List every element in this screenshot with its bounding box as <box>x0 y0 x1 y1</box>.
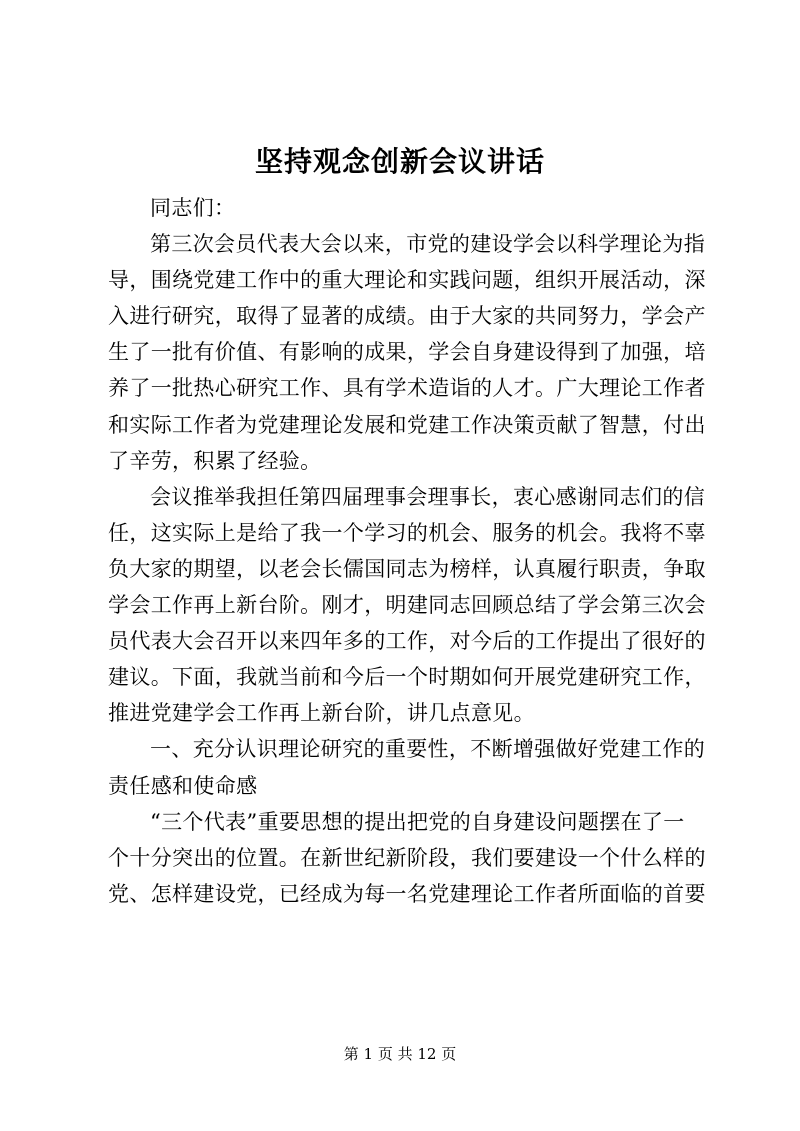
paragraph-3 <box>108 804 712 912</box>
text-line: 导，围绕党建工作中的重大理论和实践问题，组织开展活动，深 <box>108 268 706 293</box>
paragraph-salutation <box>108 190 712 226</box>
text-line: 和实际工作者为党建理论发展和党建工作决策贡献了智慧，付出 <box>108 412 706 437</box>
text-line: 入进行研究，取得了显著的成绩。由于大家的共同努力，学会产 <box>108 304 706 329</box>
page-footer: 第 1 页 共 12 页 <box>343 1045 457 1063</box>
text-line: 第三次会员代表大会以来，市党的建设学会以科学理论为指 <box>150 232 706 257</box>
text-line: 会议推举我担任第四届理事会理事长，衷心感谢同志们的信 <box>150 484 706 509</box>
text-line: 党、怎样建设党，已经成为每一名党建理论工作者所面临的首要 <box>108 881 706 906</box>
text-line: 生了一批有价值、有影响的成果，学会自身建设得到了加强，培 <box>108 340 706 365</box>
text-line: 养了一批热心研究工作、具有学术造诣的人才。广大理论工作者 <box>108 376 706 401</box>
text-line: 建议。下面，我就当前和今后一个时期如何开展党建研究工作， <box>108 665 706 690</box>
text-line: 同志们： <box>150 196 236 220</box>
text-line: 责任感和使命感 <box>108 773 258 798</box>
paragraph-1 <box>108 226 712 479</box>
text-line: 一、充分认识理论研究的重要性，不断增强做好党建工作的 <box>150 737 706 762</box>
text-line: 任，这实际上是给了我一个学习的机会、服务的机会。我将不辜 <box>108 520 706 545</box>
section-heading-1 <box>108 731 712 803</box>
document-title: 坚持观念创新会议讲话 <box>254 145 545 178</box>
text-line: “三个代表”重要思想的提出把党的自身建设问题摆在了一 <box>150 809 685 834</box>
document-body <box>108 190 712 912</box>
text-line: 个十分突出的位置。在新世纪新阶段，我们要建设一个什么样的 <box>108 845 706 870</box>
text-line: 员代表大会召开以来四年多的工作，对今后的工作提出了很好的 <box>108 629 706 654</box>
paragraph-2 <box>108 479 712 732</box>
text-line: 推进党建学会工作再上新台阶，讲几点意见。 <box>108 701 535 726</box>
text-line: 学会工作再上新台阶。刚才，明建同志回顾总结了学会第三次会 <box>108 593 706 618</box>
text-line: 了辛劳，积累了经验。 <box>108 448 322 473</box>
text-line: 负大家的期望，以老会长儒国同志为榜样，认真履行职责，争取 <box>108 556 706 581</box>
